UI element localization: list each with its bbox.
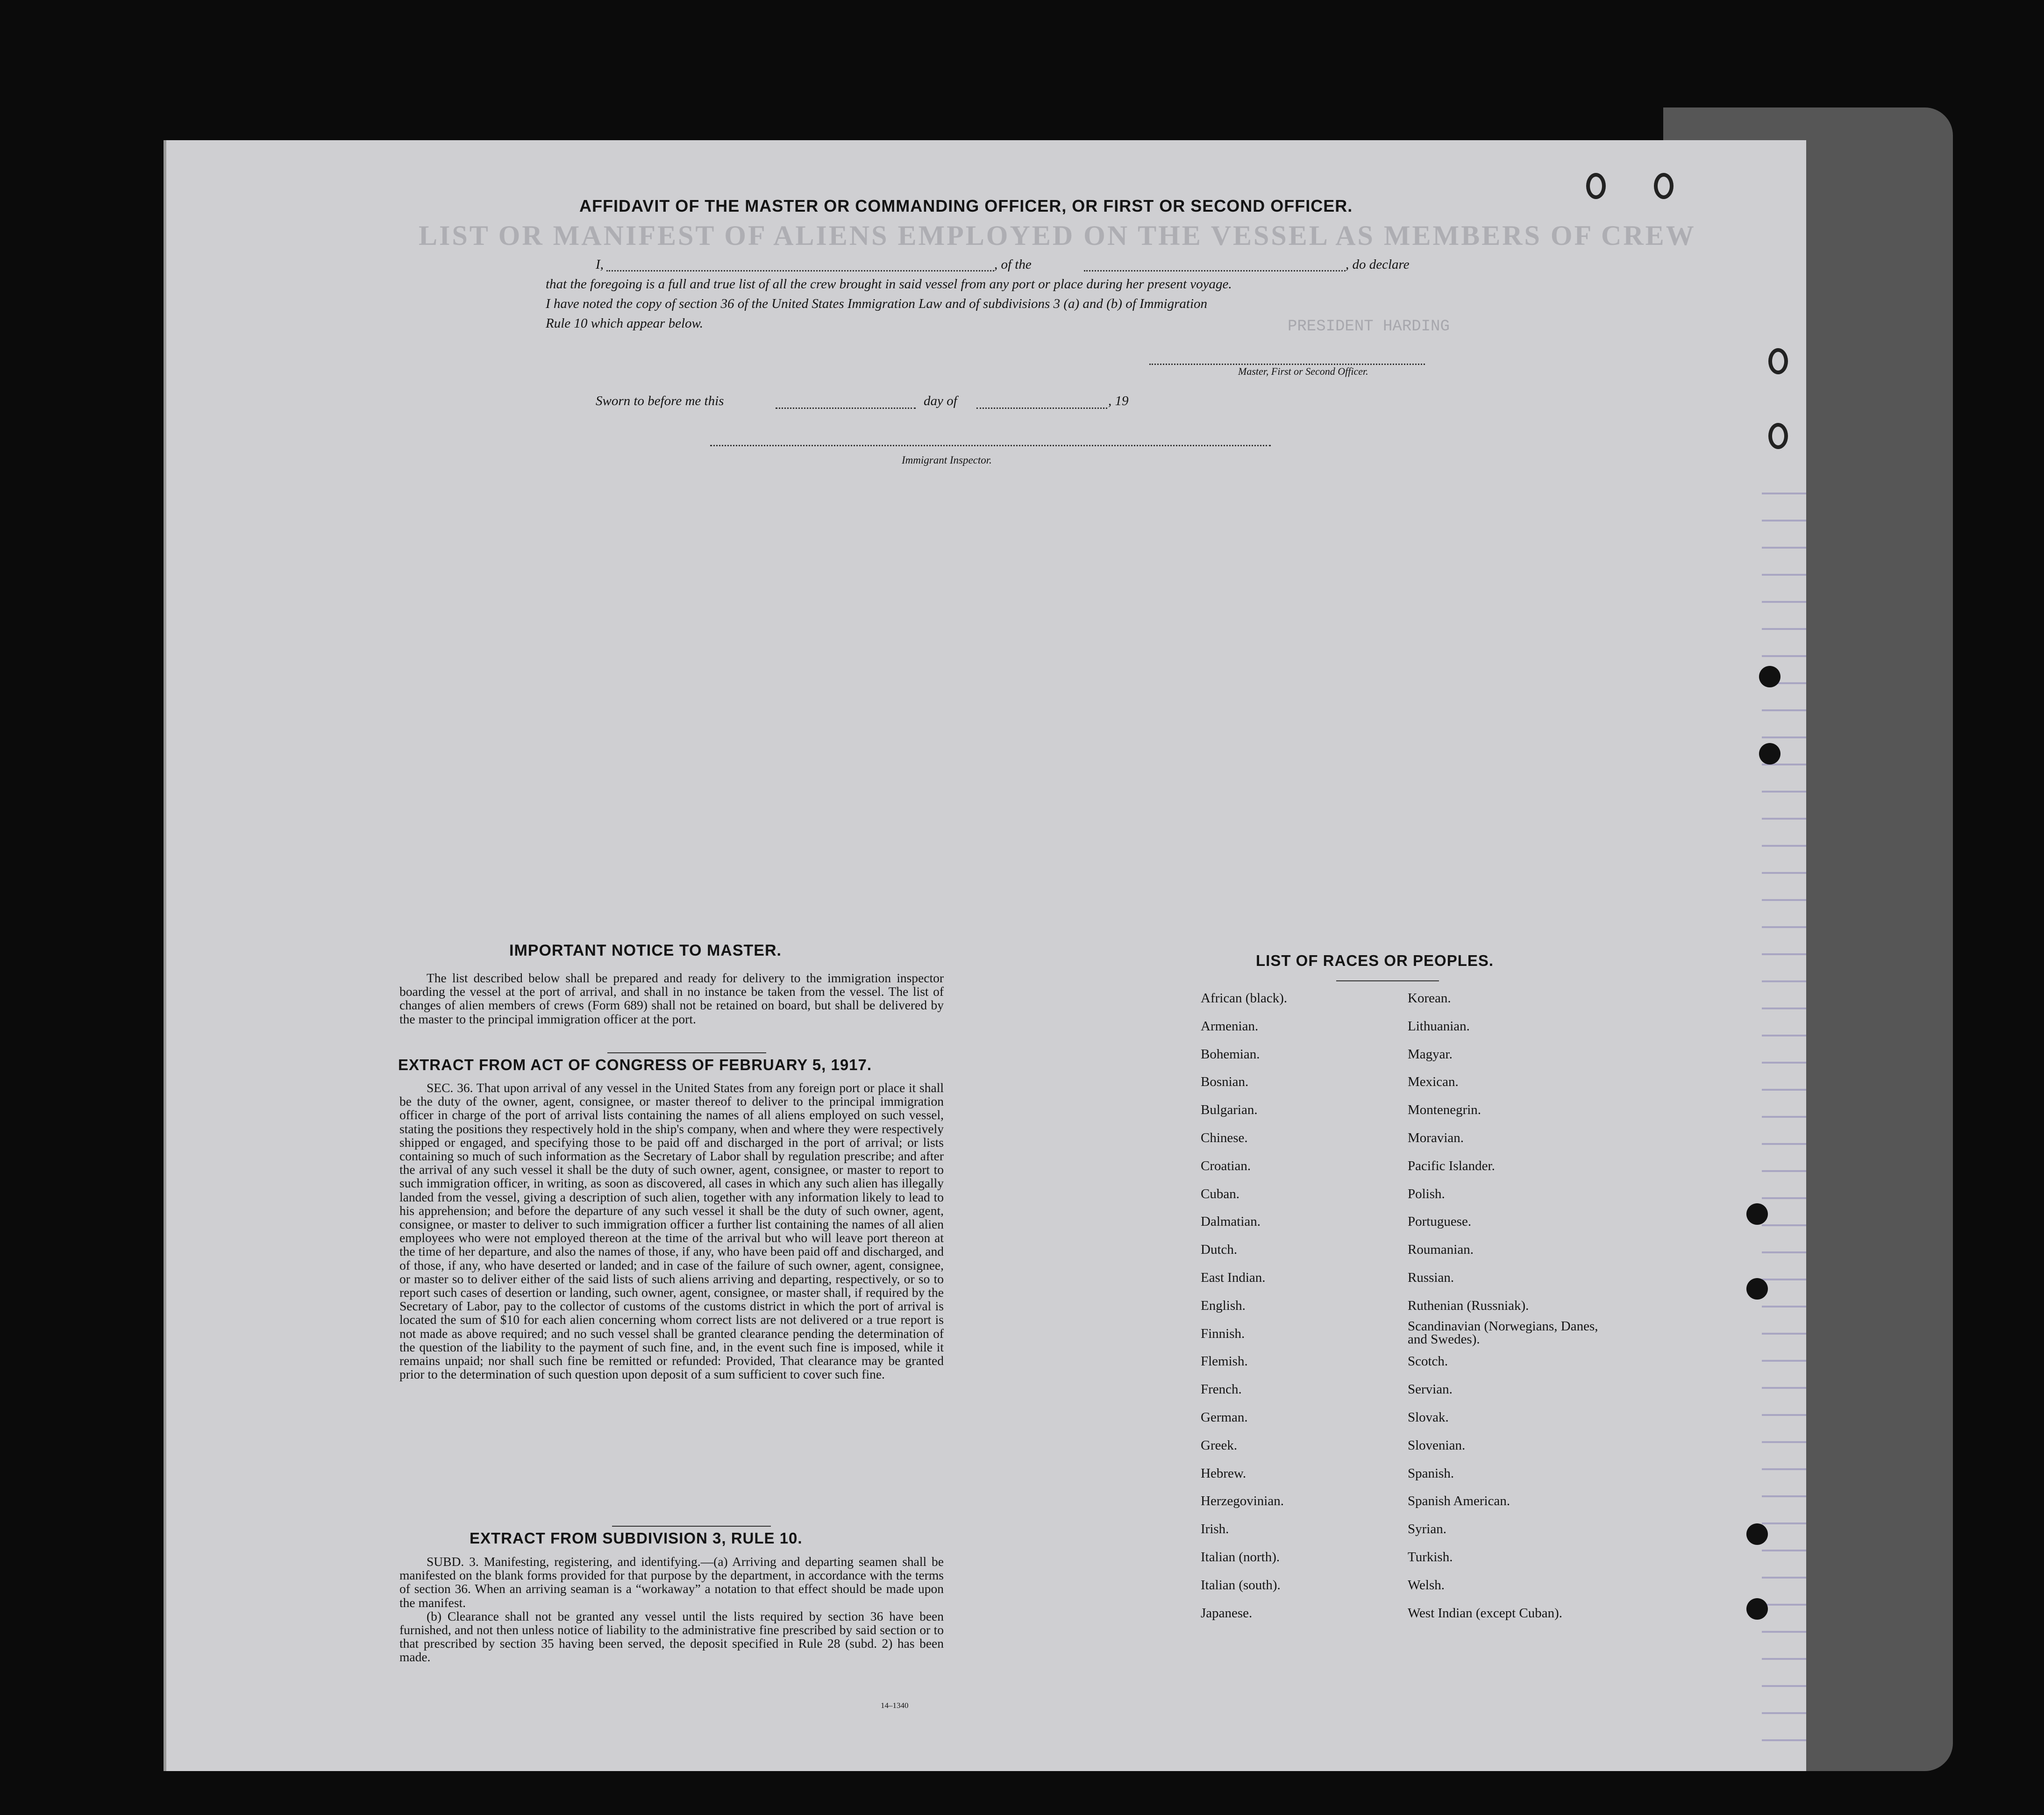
races-heading: LIST OF RACES OR PEOPLES. <box>1256 952 1494 969</box>
race-item: Polish. <box>1408 1186 1445 1201</box>
race-item: Japanese. <box>1201 1605 1253 1621</box>
extract-rule-para-a: SUBD. 3. Manifesting, registering, and identifying.—(a) Arriving and departing seamen shall be manifested on the blank forms provided for that purpose by the department, in accordance with the terms of section 36. When an arriving seaman is a “workaway” a notation to that effect should be made upon the manifest. <box>399 1554 944 1610</box>
race-item: West Indian (except Cuban). <box>1408 1605 1563 1621</box>
bleed-through-text: PRESIDENT HARDING <box>1288 318 1450 336</box>
binder-hole <box>1586 173 1606 199</box>
race-item: Italian (north). <box>1201 1550 1280 1565</box>
race-item: Mexican. <box>1408 1074 1459 1090</box>
race-item: Chinese. <box>1201 1130 1248 1145</box>
binder-hole <box>1746 1523 1768 1545</box>
ruled-lines <box>1762 467 1806 1752</box>
race-item: Slovenian. <box>1408 1437 1466 1453</box>
affidavit-i-label: I, <box>596 257 604 272</box>
race-item: Ruthenian (Russniak). <box>1408 1298 1529 1313</box>
binder-hole <box>1654 173 1674 199</box>
form-number: 14–1340 <box>881 1701 909 1710</box>
race-item: Moravian. <box>1408 1130 1464 1145</box>
affidavit-do-declare-label: , do declare <box>1346 257 1410 272</box>
race-item: Scandinavian (Norwegians, Danes, and Swedes). <box>1408 1318 1598 1347</box>
affidavit-of-the-label: , of the <box>994 257 1032 272</box>
race-item: Spanish. <box>1408 1465 1454 1481</box>
sworn-month-blank <box>976 407 1107 409</box>
race-item: African (black). <box>1201 991 1288 1006</box>
notice-text: The list described below shall be prepared and ready for delivery to the immigration inspector boarding the vessel at the port of arrival, and shall in no instance be taken from the vessel. The list of changes of alien members of crews (Form 689) shall not be retained on board, but shall be delivered by the master to the principal immigration officer at the port. <box>399 971 944 1026</box>
extract-act-text-block <box>399 1081 944 1381</box>
master-signature-label: Master, First or Second Officer. <box>1238 365 1368 377</box>
race-item: Bohemian. <box>1201 1046 1260 1062</box>
extract-rule-para-b: (b) Clearance shall not be granted any vessel until the lists required by section 36 have been furnished, and not then unless notice of liability to the administrative fine prescribed by said section or to that prescribed by section 35 having been served, the deposit specified in Rule 28 (subd. 2) has been made. <box>399 1608 944 1665</box>
affidavit-line-1: that the foregoing is a full and true list of all the crew brought in said vessel from any port or place during her present voyage. <box>546 277 1232 292</box>
race-item: Irish. <box>1201 1522 1229 1537</box>
race-item: Russian. <box>1408 1270 1454 1285</box>
race-item: Turkish. <box>1408 1550 1453 1565</box>
inspector-signature-line <box>710 445 1271 446</box>
race-item: German. <box>1201 1410 1248 1425</box>
race-item: Servian. <box>1408 1382 1453 1397</box>
race-item: Dalmatian. <box>1201 1214 1261 1229</box>
race-item: Welsh. <box>1408 1577 1445 1593</box>
race-item: Italian (south). <box>1201 1577 1281 1593</box>
binder-hole <box>1746 1598 1768 1620</box>
name-blank <box>606 270 994 272</box>
day-of-label: day of <box>924 393 957 408</box>
notice-text-block <box>399 971 944 1026</box>
divider <box>607 1052 766 1053</box>
race-item: Slovak. <box>1408 1410 1449 1425</box>
master-signature-line <box>1149 364 1425 365</box>
binder-hole <box>1746 1278 1768 1300</box>
bleed-through-heading: LIST OR MANIFEST OF ALIENS EMPLOYED ON THE VESSEL AS MEMBERS OF CREW <box>419 220 1696 251</box>
race-item: Herzegovinian. <box>1201 1493 1284 1509</box>
binder-hole <box>1746 1203 1768 1225</box>
affidavit-line-2: I have noted the copy of section 36 of the United States Immigration Law and of subdivisions 3 (a) and (b) of Immigration <box>546 296 1208 311</box>
affidavit-line-3: Rule 10 which appear below. <box>546 316 703 331</box>
divider <box>612 1526 771 1527</box>
extract-act-text: SEC. 36. That upon arrival of any vessel in the United States from any foreign port or place it shall be the duty of the owner, agent, consignee, or master thereof to deliver to the principal immigration officer in charge of the port of arrival lists containing the names of all aliens employed on such vessel, stating the positions they respectively hold in the ship's company, when and where they were respectively shipped or engaged, and specifying those to be paid off and discharged in the port of arrival; or lists containing so much of such information as the Secretary of Labor shall by regulation prescribe; and after the arrival of any such vessel it shall be the duty of such owner, agent, consignee, or master to report to such immigration officer, in writing, as soon as discovered, all cases in which any such alien has illegally landed from the vessel, giving a description of such alien, together with any information likely to lead to his apprehension; and before the departure of any such vessel it shall be the duty of such owner, agent, consignee, or master to deliver to such immigration officer a further list containing the names of all alien employees who were not employed thereon at the time of the arrival but who will leave port thereon at the time of her departure, and also the names of those, if any, who have been paid off and discharged, and of those, if any, who have deserted or landed; and in case of the failure of such owner, agent, consignee, or master so to deliver either of the said lists of such aliens arriving and departing, respectively, or so to report such cases of desertion or landing, such owner, agent, consignee, or master shall, if required by the Secretary of Labor, pay to the collector of customs of the customs district in which the port of arrival is located the sum of $10 for each alien concerning whom correct lists are not delivered or a true report is not made as above required; and no such vessel shall be granted clearance pending the determination of the question of the liability to the payment of such fine, and, in the event such fine is imposed, while it remains unpaid; nor shall such fine be remitted or refunded: Provided, That clearance may be granted prior to the determination of such question upon deposit of a sum sufficient to cover such fine. <box>399 1080 944 1382</box>
extract-rule-heading: EXTRACT FROM SUBDIVISION 3, RULE 10. <box>470 1529 803 1547</box>
race-item: Roumanian. <box>1408 1242 1474 1258</box>
document-page <box>164 140 1806 1771</box>
race-item: Spanish American. <box>1408 1493 1510 1509</box>
inspector-label: Immigrant Inspector. <box>902 454 992 466</box>
race-item: Greek. <box>1201 1437 1238 1453</box>
binder-hole <box>1768 348 1788 374</box>
race-item: Croatian. <box>1201 1158 1251 1173</box>
race-item: Montenegrin. <box>1408 1102 1481 1118</box>
race-item: Pacific Islander. <box>1408 1158 1495 1173</box>
race-item: Armenian. <box>1201 1018 1259 1034</box>
race-item: Bosnian. <box>1201 1074 1249 1090</box>
race-item: Magyar. <box>1408 1046 1453 1062</box>
race-item: Finnish. <box>1201 1326 1245 1341</box>
race-item: Syrian. <box>1408 1522 1446 1537</box>
race-item: English. <box>1201 1298 1246 1313</box>
sworn-day-blank <box>776 407 916 409</box>
extract-act-heading: EXTRACT FROM ACT OF CONGRESS OF FEBRUARY 5, 1917. <box>398 1056 872 1073</box>
divider <box>1336 980 1439 981</box>
race-item: Bulgarian. <box>1201 1102 1258 1118</box>
vessel-blank <box>1084 270 1346 272</box>
race-item: East Indian. <box>1201 1270 1266 1285</box>
extract-rule-text-block <box>399 1555 944 1664</box>
race-item: Scotch. <box>1408 1354 1448 1369</box>
year-label: , 19 <box>1108 393 1129 408</box>
race-item: Lithuanian. <box>1408 1018 1470 1034</box>
race-item: Cuban. <box>1201 1186 1239 1201</box>
affidavit-heading: AFFIDAVIT OF THE MASTER OR COMMANDING OFFICER, OR FIRST OR SECOND OFFICER. <box>579 196 1353 215</box>
binder-hole <box>1759 666 1780 687</box>
binder-hole <box>1768 423 1788 449</box>
race-item: Korean. <box>1408 991 1451 1006</box>
binder-hole <box>1759 743 1780 765</box>
race-item: French. <box>1201 1382 1242 1397</box>
race-item: Flemish. <box>1201 1354 1248 1369</box>
notice-heading: IMPORTANT NOTICE TO MASTER. <box>509 942 782 959</box>
sworn-label: Sworn to before me this <box>596 393 724 408</box>
race-item: Portuguese. <box>1408 1214 1472 1229</box>
race-item: Hebrew. <box>1201 1465 1246 1481</box>
race-item: Dutch. <box>1201 1242 1238 1258</box>
